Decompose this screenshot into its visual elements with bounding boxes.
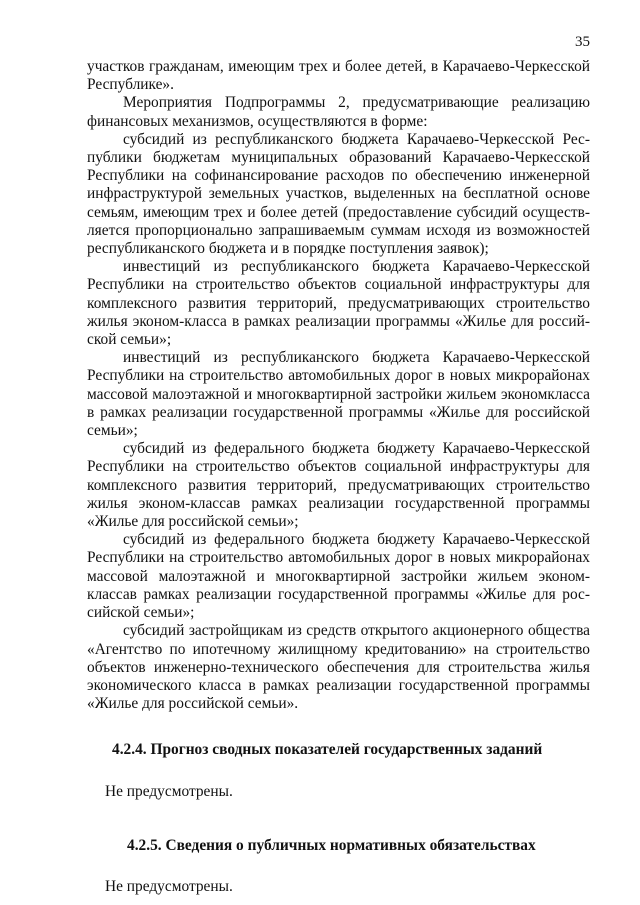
paragraph-item-5: субсидий из федерального бюджета бюджету Карачаево-Черкесской Республики на строительство автомобильных дорог в новых микрорайонах массовой малоэтажной и многоквартирной застройки жильем экономклассав рамках реализации государственной программы «Жилье для российской семьи»; bbox=[87, 531, 590, 622]
section-text-4-2-4: Не предусмотрены. bbox=[105, 782, 233, 800]
paragraph-item-2: инвестиций из республиканского бюджета Карачаево-Черкесской Республики на строительство объектов социальной инфраструктуры для комплексного развития территорий, предусматривающих строительство жилья эконом-класса в рамках реализации программы «Жилье для российской семьи»; bbox=[87, 258, 590, 349]
paragraph-item-6: субсидий застройщикам из средств открытого акционерного общества «Агентство по ипотечному жилищному кредитованию» на строительство объектов инженерно-технического обеспечения для строительства жилья экономического класса в рамках реализации государственной программы «Жилье для российской семьи». bbox=[87, 622, 590, 713]
paragraph-item-1: субсидий из республиканского бюджета Карачаево-Черкесской Республики бюджетам муниципальных образований Карачаево-Черкесской Республики на софинансирование расходов по обеспечению инженерной инфраструктурой земельных участков, выделенных на бесплатной основе семьям, имеющим трех и более детей (предоставление субсидий осуществляется пропорционально запрашиваемым суммам исходя из возможностей республиканского бюджета и в порядке поступления заявок); bbox=[87, 130, 590, 258]
paragraph-item-4: субсидий из федерального бюджета бюджету Карачаево-Черкесской Республики на строительство объектов социальной инфраструктуры для комплексного развития территорий, предусматривающих строительство жилья эконом-классав рамках реализации государственной программы «Жилье для российской семьи»; bbox=[87, 440, 590, 531]
section-text-4-2-5: Не предусмотрены. bbox=[105, 877, 233, 895]
section-heading-4-2-4: 4.2.4. Прогноз сводных показателей государственных заданий bbox=[112, 741, 543, 759]
page-content bbox=[87, 58, 590, 896]
paragraph-item-3: инвестиций из республиканского бюджета Карачаево-Черкесской Республики на строительство автомобильных дорог в новых микрорайонах массовой малоэтажной и многоквартирной застройки жильем экономкласса в рамках реализации государственной программы «Жилье для российской семьи»; bbox=[87, 349, 590, 440]
page-number: 35 bbox=[575, 34, 590, 50]
paragraph-continuation: участков гражданам, имеющим трех и более детей, в Карачаево-Черкесской Республике». bbox=[87, 58, 590, 94]
paragraph-intro: Мероприятия Подпрограммы 2, предусматривающие реализацию финансовых механизмов, осуществляются в форме: bbox=[87, 94, 590, 130]
section-heading-4-2-5: 4.2.5. Сведения о публичных нормативных обязательствах bbox=[127, 836, 536, 854]
